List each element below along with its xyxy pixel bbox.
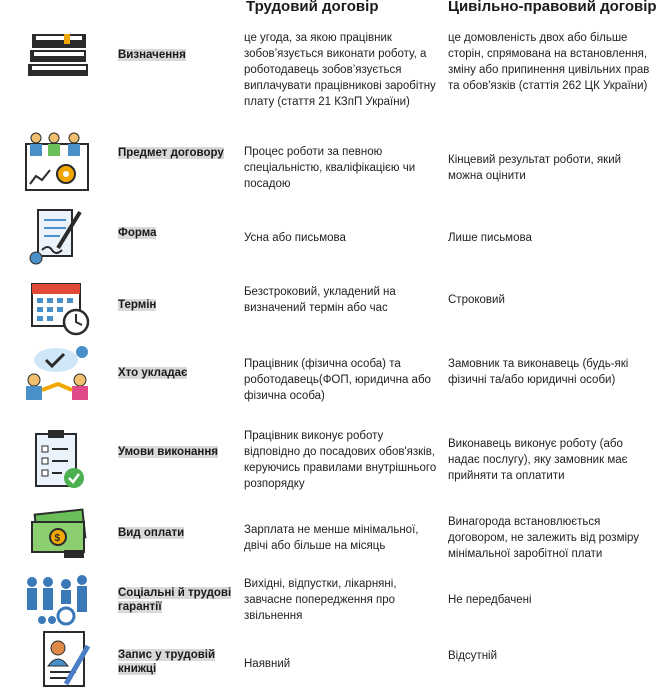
civil-cell: це домовленість двох або більше сторін, спрямована на встановлення, зміну або припинення цивільних прав та обов'язків (статтія 262 ЦК України) — [448, 32, 650, 92]
table-row — [0, 570, 661, 628]
header-civil-contract: Цивільно-правовий договір — [448, 0, 657, 15]
table-row — [0, 336, 661, 412]
employment-cell: Наявний — [244, 658, 291, 670]
table-row — [0, 628, 661, 688]
civil-cell: Строковий — [448, 294, 505, 306]
checklist-icon — [22, 426, 94, 490]
employment-cell: Працівник (фізична особа) та роботодавець(ФОП, юридична або фізична особа) — [244, 358, 431, 402]
civil-cell: Відсутній — [448, 650, 498, 662]
civil-cell: Лише письмова — [448, 232, 532, 244]
civil-cell: Кінцевий результат роботи, який можна оцінити — [448, 154, 622, 182]
money-icon — [22, 504, 94, 568]
employment-cell: Працівник виконує роботу відповідно до посадових обов'язків, керуючись правилами внутрішнього розпорядку — [244, 430, 437, 490]
row-label: Соціальні й трудові гарантії — [118, 587, 232, 613]
table-row — [0, 412, 661, 504]
employment-cell: Безстроковий, укладений на визначений термін або час — [244, 286, 396, 314]
books-icon — [22, 20, 94, 84]
team-work-icon — [22, 130, 94, 194]
svg-text:$: $ — [54, 533, 61, 544]
table-row — [0, 272, 661, 336]
calendar-clock-icon — [22, 274, 94, 338]
civil-cell: Виконавець виконує роботу (або надає послугу), яку замовник має прийняти та оплатити — [448, 438, 628, 482]
table-row — [0, 504, 661, 570]
employment-cell: Процес роботи за певною спеціальністю, кваліфікацією чи посадою — [244, 146, 416, 190]
handshake-icon — [22, 340, 94, 404]
header-employment-contract: Трудовий договір — [246, 0, 379, 15]
row-label: Хто укладає — [118, 367, 188, 379]
employment-cell: Усна або письмова — [244, 232, 346, 244]
row-label: Вид оплати — [118, 527, 185, 539]
row-label: Умови виконання — [118, 446, 219, 458]
document-pen-icon — [22, 204, 94, 268]
profile-document-icon — [22, 628, 94, 692]
civil-cell: Не передбачені — [448, 594, 532, 606]
row-label: Термін — [118, 299, 157, 311]
row-label: Визначення — [118, 49, 186, 61]
civil-cell: Замовник та виконавець (будь-які фізичні та/або юридичні особи) — [448, 358, 629, 386]
table-row — [0, 128, 661, 200]
row-label: Предмет договору — [118, 147, 224, 159]
family-icon — [22, 568, 94, 632]
civil-cell: Винагорода встановлюється договором, не залежить від розміру мінімальної заробітної плати — [448, 516, 640, 560]
row-label: Запис у трудовій книжці — [118, 649, 216, 675]
employment-cell: Вихідні, відпустки, лікарняні, завчасне попередження про звільнення — [244, 578, 397, 622]
row-label: Форма — [118, 227, 157, 239]
employment-cell: Зарплата не менше мінімальної, двічі або більше на місяць — [244, 524, 419, 552]
table-row — [0, 200, 661, 272]
table-row — [0, 16, 661, 128]
employment-cell: це угода, за якою працівник зобов’язується виконати роботу, а роботодавець зобов’язується виплачувати працівникові заробітну плату (стаття 21 КЗпП України) — [244, 32, 436, 108]
